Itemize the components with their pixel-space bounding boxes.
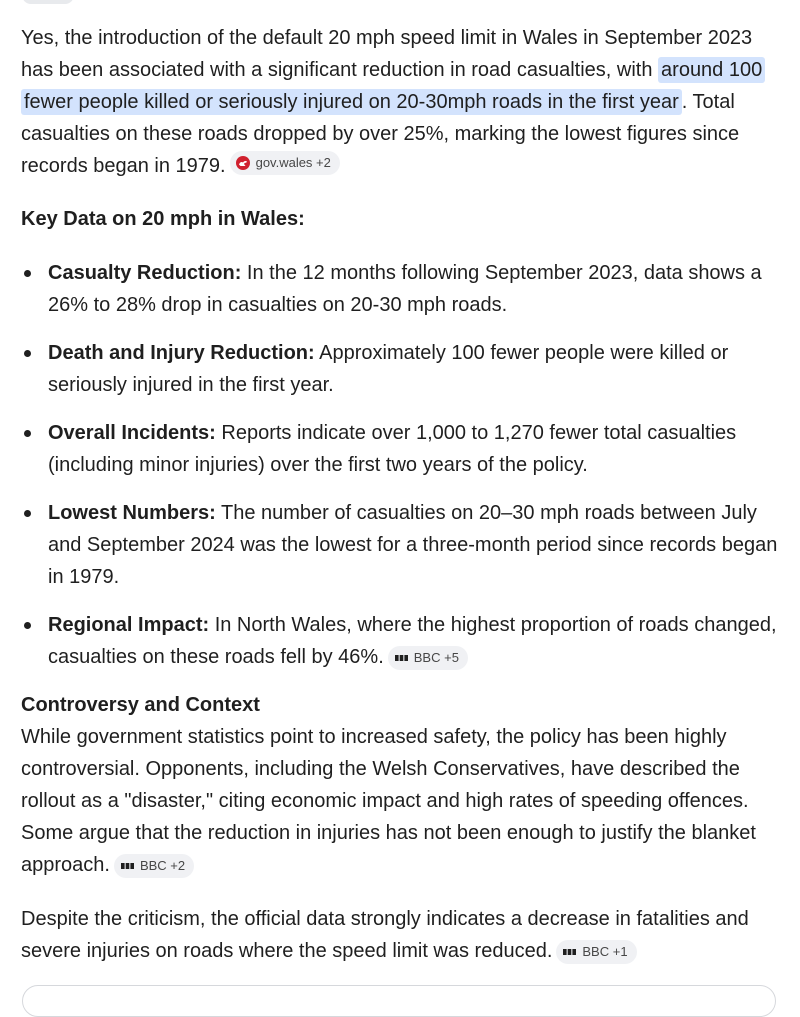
list-item-overall-incidents bbox=[21, 417, 781, 481]
list-item-text: In the 12 months following September 2023, data shows a 26% to 28% drop in casualties on 20-30 mph roads. bbox=[48, 262, 762, 316]
list-item-lowest-numbers bbox=[21, 497, 781, 593]
key-data-heading: Key Data on 20 mph in Wales: bbox=[21, 208, 305, 230]
key-data-list bbox=[21, 257, 781, 673]
welsh-gov-logo-icon bbox=[236, 156, 251, 171]
list-item-term: Lowest Numbers: bbox=[48, 502, 216, 524]
conclusion-text: Despite the criticism, the official data strongly indicates a decrease in fatalities and severe injuries on roads where the speed limit was reduced. bbox=[21, 908, 749, 962]
source-chip-bbc[interactable] bbox=[556, 940, 636, 964]
list-item-text: Reports indicate over 1,000 to 1,270 fewer total casualties (including minor injuries) over the first two years of the policy. bbox=[48, 422, 737, 476]
highlighted-text: around 100 fewer people killed or seriously injured on 20-30mph roads in the first year bbox=[21, 57, 765, 115]
bbc-logo-icon bbox=[394, 651, 409, 666]
previous-content-fragment bbox=[22, 0, 74, 4]
intro-text-before: Yes, the introduction of the default 20 mph speed limit in Wales in September 2023 has been associated with a significant reduction in road casualties, with bbox=[21, 27, 753, 81]
list-item-term: Overall Incidents: bbox=[48, 422, 216, 444]
source-chip-label: gov.wales +2 bbox=[255, 155, 331, 170]
source-chip-label: BBC +5 bbox=[413, 650, 459, 665]
source-chip-label: BBC +1 bbox=[582, 944, 628, 959]
list-item-casualty-reduction bbox=[21, 257, 781, 321]
ai-answer-content bbox=[21, 22, 781, 967]
list-item-text: The number of casualties on 20–30 mph roads between July and September 2024 was the lowest for a three-month period since records began in 1979. bbox=[48, 502, 778, 588]
bbc-logo-icon bbox=[562, 945, 577, 960]
list-item-term: Regional Impact: bbox=[48, 614, 210, 636]
list-item-term: Casualty Reduction: bbox=[48, 262, 242, 284]
controversy-paragraph bbox=[21, 721, 781, 881]
source-chip-gov-wales[interactable] bbox=[230, 151, 340, 175]
list-item-death-injury-reduction bbox=[21, 337, 781, 401]
conclusion-paragraph bbox=[21, 903, 781, 967]
intro-text-after: . Total casualties on these roads dropped by over 25%, marking the lowest figures since records began in 1979. bbox=[21, 91, 740, 177]
follow-up-input-box[interactable] bbox=[22, 985, 776, 1017]
controversy-heading: Controversy and Context bbox=[21, 694, 260, 716]
source-chip-label: BBC +2 bbox=[139, 858, 186, 873]
source-chip-bbc[interactable] bbox=[114, 854, 194, 878]
list-item-term: Death and Injury Reduction: bbox=[48, 342, 315, 364]
list-item-text: Approximately 100 fewer people were killed or seriously injured in the first year. bbox=[48, 342, 729, 396]
controversy-text: While government statistics point to increased safety, the policy has been highly controversial. Opponents, including the Welsh Conservatives, have described the rollout as a "disaster," citing economic impact and high rates of speeding offences. Some argue that the reduction in injuries has not been enough to justify the blanket approach. bbox=[21, 726, 756, 876]
source-chip-bbc[interactable] bbox=[388, 646, 468, 670]
list-item-text: In North Wales, where the highest proportion of roads changed, casualties on these roads fell by 46%. bbox=[48, 614, 777, 668]
list-item-regional-impact bbox=[21, 609, 781, 673]
intro-paragraph bbox=[21, 22, 781, 182]
bbc-logo-icon bbox=[120, 859, 135, 874]
